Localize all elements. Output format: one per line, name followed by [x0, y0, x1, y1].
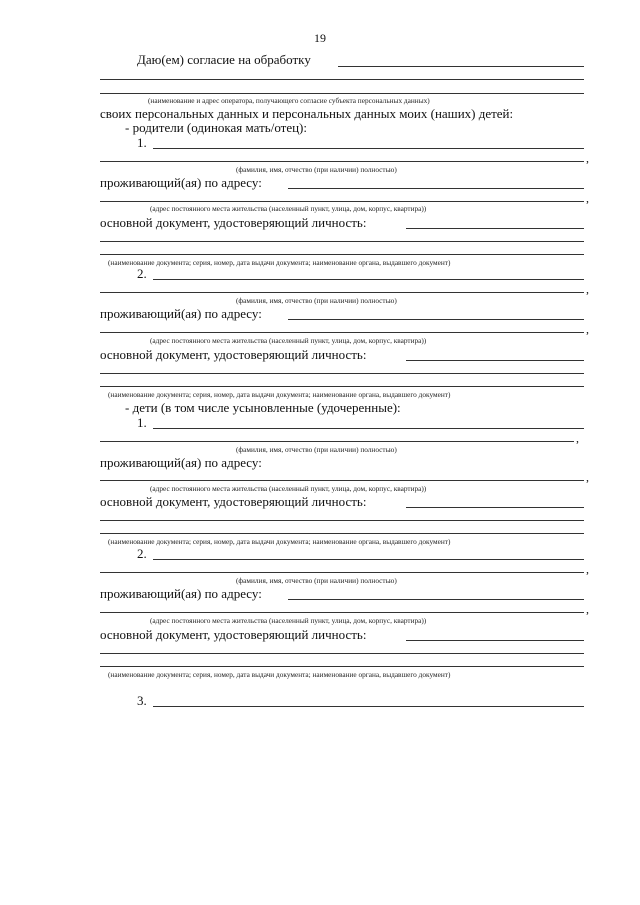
document-caption: (наименование документа; серия, номер, дата выдачи документа; наименование органа, выдавшего документ) [108, 390, 451, 399]
document-label: основной документ, удостоверяющий личность: [100, 494, 367, 509]
child-3-number: 3. [137, 693, 147, 708]
document-caption: (наименование документа; серия, номер, дата выдачи документа; наименование органа, выдавшего документ) [108, 258, 451, 267]
child-2-fio-line-1[interactable] [153, 559, 584, 560]
fio-caption: (фамилия, имя, отчество (при наличии) полностью) [236, 165, 397, 174]
operator-field-line-3[interactable] [100, 93, 584, 94]
fio-caption: (фамилия, имя, отчество (при наличии) полностью) [236, 445, 397, 454]
child-1-number: 1. [137, 415, 147, 430]
child-3-fio-line[interactable] [153, 706, 584, 707]
parent-1-document-line-2[interactable] [100, 241, 584, 242]
operator-field-line-1[interactable] [338, 66, 584, 67]
address-caption: (адрес постоянного места жительства (населенный пункт, улица, дом, корпус, квартира)) [150, 616, 427, 625]
document-label: основной документ, удостоверяющий личность: [100, 215, 367, 230]
data-scope-text: своих персональных данных и персональных данных моих (наших) детей: [100, 106, 514, 121]
parent-1-fio-line-2[interactable] [100, 161, 584, 162]
residing-label: проживающий(ая) по адресу: [100, 175, 262, 190]
page-number: 19 [314, 31, 326, 45]
comma: , [586, 191, 589, 205]
child-1-document-line-1[interactable] [406, 507, 584, 508]
parent-2-fio-line-2[interactable] [100, 292, 584, 293]
parent-2-fio-line-1[interactable] [153, 279, 584, 280]
operator-caption: (наименование и адрес оператора, получающего согласие субъекта персональных данных) [148, 96, 430, 105]
residing-label: проживающий(ая) по адресу: [100, 306, 262, 321]
address-caption: (адрес постоянного места жительства (населенный пункт, улица, дом, корпус, квартира)) [150, 484, 427, 493]
child-1-document-line-3[interactable] [100, 533, 584, 534]
parent-2-number: 2. [137, 266, 147, 281]
parent-2-document-line-2[interactable] [100, 373, 584, 374]
parent-1-address-line-1[interactable] [288, 188, 584, 189]
comma: , [586, 282, 589, 296]
child-1-document-line-2[interactable] [100, 520, 584, 521]
parent-1-document-line-1[interactable] [406, 228, 584, 229]
child-1-address-line[interactable] [100, 480, 584, 481]
child-1-fio-line-2[interactable] [100, 441, 574, 442]
parents-heading: - родители (одинокая мать/отец): [125, 120, 307, 135]
child-2-document-line-3[interactable] [100, 666, 584, 667]
residing-label: проживающий(ая) по адресу: [100, 455, 262, 470]
fio-caption: (фамилия, имя, отчество (при наличии) полностью) [236, 296, 397, 305]
comma: , [576, 431, 579, 445]
child-2-address-line-2[interactable] [100, 612, 584, 613]
consent-prefix: Даю(ем) согласие на обработку [137, 52, 311, 67]
address-caption: (адрес постоянного места жительства (населенный пункт, улица, дом, корпус, квартира)) [150, 204, 427, 213]
comma: , [586, 562, 589, 576]
address-caption: (адрес постоянного места жительства (населенный пункт, улица, дом, корпус, квартира)) [150, 336, 427, 345]
parent-1-document-line-3[interactable] [100, 254, 584, 255]
parent-2-document-line-3[interactable] [100, 386, 584, 387]
document-caption: (наименование документа; серия, номер, дата выдачи документа; наименование органа, выдавшего документ) [108, 537, 451, 546]
parent-1-fio-line-1[interactable] [153, 148, 584, 149]
parent-2-address-line-2[interactable] [100, 332, 584, 333]
residing-label: проживающий(ая) по адресу: [100, 586, 262, 601]
child-1-fio-line-1[interactable] [153, 428, 584, 429]
parent-2-document-line-1[interactable] [406, 360, 584, 361]
parent-1-address-line-2[interactable] [100, 201, 584, 202]
parent-2-address-line-1[interactable] [288, 319, 584, 320]
child-2-address-line-1[interactable] [288, 599, 584, 600]
child-2-document-line-2[interactable] [100, 653, 584, 654]
comma: , [586, 151, 589, 165]
document-label: основной документ, удостоверяющий личность: [100, 627, 367, 642]
document-caption: (наименование документа; серия, номер, дата выдачи документа; наименование органа, выдавшего документ) [108, 670, 451, 679]
operator-field-line-2[interactable] [100, 79, 584, 80]
parent-1-number: 1. [137, 135, 147, 150]
child-2-fio-line-2[interactable] [100, 572, 584, 573]
document-label: основной документ, удостоверяющий личность: [100, 347, 367, 362]
child-2-document-line-1[interactable] [406, 640, 584, 641]
children-heading: - дети (в том числе усыновленные (удочеренные): [125, 400, 401, 415]
comma: , [586, 322, 589, 336]
comma: , [586, 470, 589, 484]
comma: , [586, 602, 589, 616]
fio-caption: (фамилия, имя, отчество (при наличии) полностью) [236, 576, 397, 585]
child-2-number: 2. [137, 546, 147, 561]
